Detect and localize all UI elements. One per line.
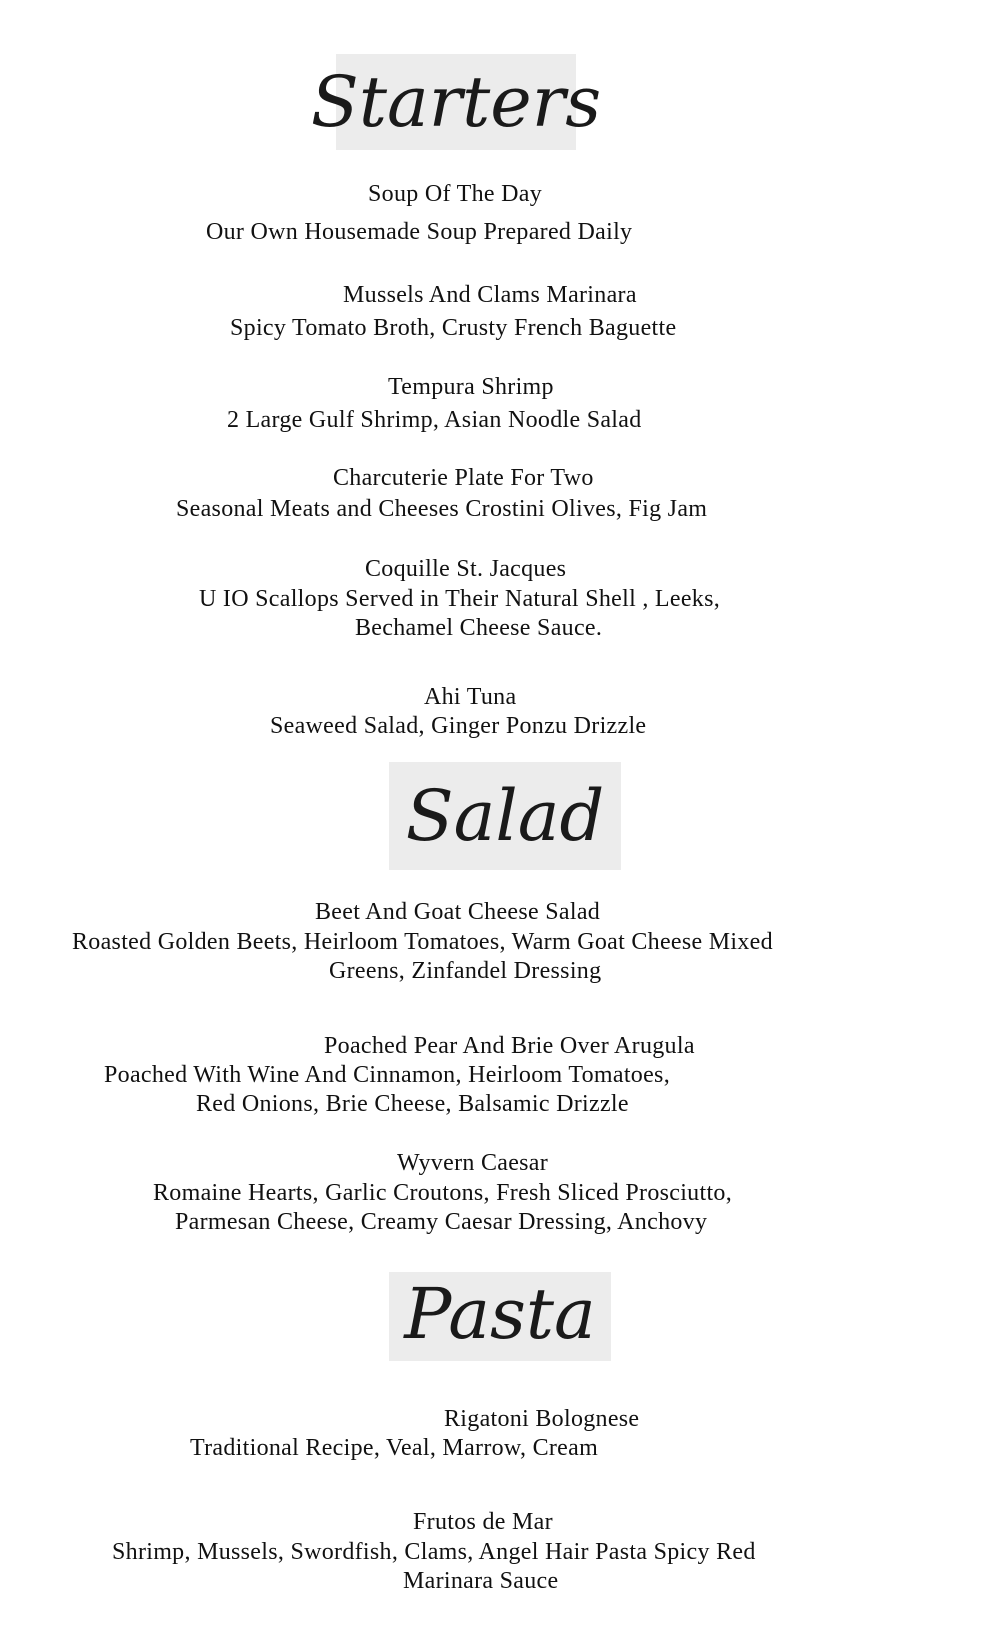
starters-heading <box>310 54 602 150</box>
pasta-heading <box>389 1272 611 1361</box>
pasta-rigatoni-desc: Traditional Recipe, Veal, Marrow, Cream <box>190 1435 599 1461</box>
salad-heading-svg <box>389 762 621 870</box>
salad-caesar-desc-2: Parmesan Cheese, Creamy Caesar Dressing, Anchovy <box>175 1209 708 1235</box>
starter-shrimp-desc: 2 Large Gulf Shrimp, Asian Noodle Salad <box>227 407 642 433</box>
starter-coquille-desc-1: U IO Scallops Served in Their Natural Shell , Leeks, <box>199 586 721 612</box>
salad-pear-desc-2: Red Onions, Brie Cheese, Balsamic Drizzle <box>196 1091 629 1117</box>
starter-charcuterie-name: Charcuterie Plate For Two <box>333 465 594 491</box>
starter-soup-desc: Our Own Housemade Soup Prepared Daily <box>206 219 633 245</box>
pasta-heading-svg <box>389 1272 611 1361</box>
starters-heading-svg <box>310 54 602 150</box>
salad-heading <box>389 762 621 870</box>
pasta-frutos-desc-2: Marinara Sauce <box>403 1568 559 1594</box>
salad-caesar-desc-1: Romaine Hearts, Garlic Croutons, Fresh Sliced Prosciutto, <box>153 1180 733 1206</box>
starter-coquille-desc-2: Bechamel Cheese Sauce. <box>355 615 603 641</box>
starters-heading-text: Starters <box>310 61 602 143</box>
salad-beet-desc-2: Greens, Zinfandel Dressing <box>329 958 602 984</box>
salad-caesar-name: Wyvern Caesar <box>397 1150 549 1176</box>
starter-charcuterie-desc: Seasonal Meats and Cheeses Crostini Olives, Fig Jam <box>176 496 708 522</box>
starter-tuna-name: Ahi Tuna <box>424 684 517 710</box>
starter-shrimp-name: Tempura Shrimp <box>388 374 554 400</box>
starter-soup-name: Soup Of The Day <box>368 181 543 207</box>
pasta-frutos-desc-1: Shrimp, Mussels, Swordfish, Clams, Angel Hair Pasta Spicy Red <box>112 1539 756 1565</box>
salad-pear-desc-1: Poached With Wine And Cinnamon, Heirloom Tomatoes, <box>104 1062 670 1088</box>
pasta-rigatoni-name: Rigatoni Bolognese <box>444 1406 640 1432</box>
pasta-frutos-name: Frutos de Mar <box>413 1509 553 1535</box>
starter-coquille-name: Coquille St. Jacques <box>365 556 567 582</box>
starter-tuna-desc: Seaweed Salad, Ginger Ponzu Drizzle <box>270 713 647 739</box>
starter-mussels-desc: Spicy Tomato Broth, Crusty French Baguette <box>230 315 677 341</box>
salad-pear-name: Poached Pear And Brie Over Arugula <box>324 1033 695 1059</box>
starter-mussels-name: Mussels And Clams Marinara <box>343 282 637 308</box>
pasta-heading-text: Pasta <box>404 1273 596 1355</box>
salad-beet-desc-1: Roasted Golden Beets, Heirloom Tomatoes, Warm Goat Cheese Mixed <box>72 929 773 955</box>
salad-beet-name: Beet And Goat Cheese Salad <box>315 899 601 925</box>
salad-heading-text: Salad <box>405 775 605 857</box>
